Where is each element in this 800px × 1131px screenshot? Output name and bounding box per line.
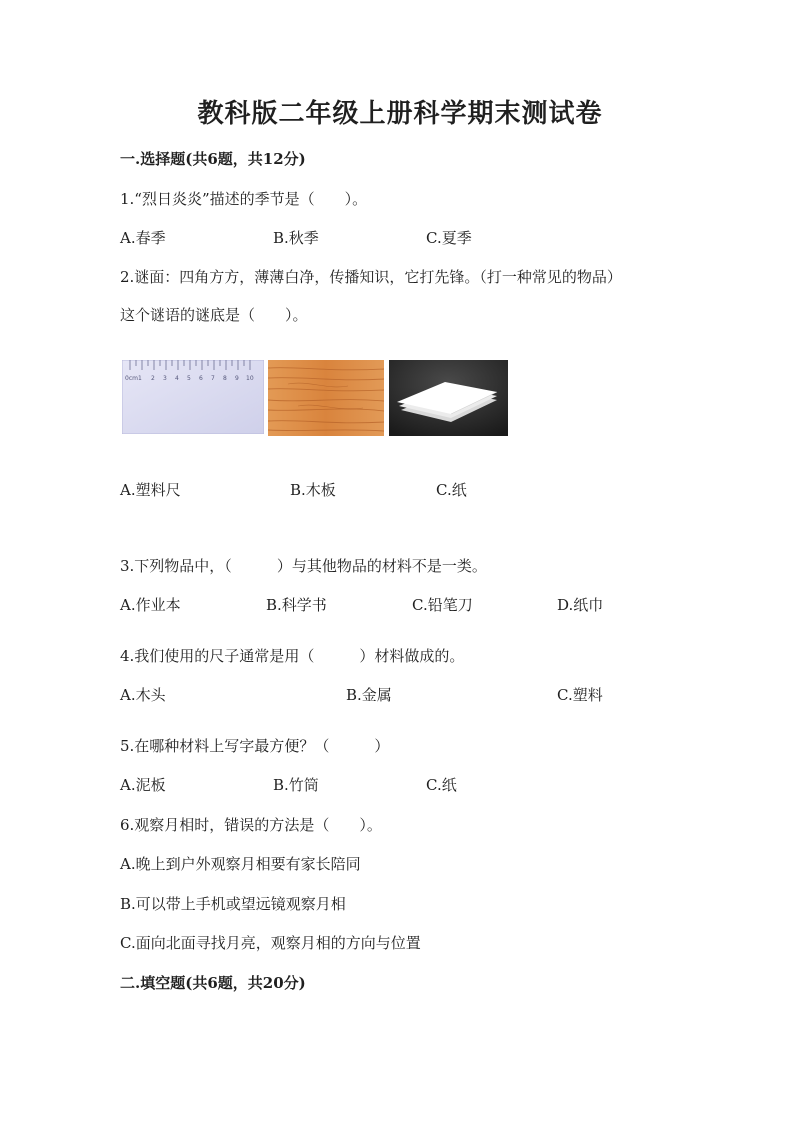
ruler-tick-7: 7 [211, 375, 215, 382]
question-1-option-b: B.秋季 [273, 229, 319, 247]
question-5-stem: 5.在哪种材料上写字最方便？（ ） [120, 737, 390, 755]
wood-board-image [268, 360, 384, 436]
question-3-option-b: B.科学书 [266, 596, 327, 614]
question-2-stem-line2: 这个谜语的谜底是（ ）。 [120, 306, 308, 324]
ruler-tick-0: 0cm1 [125, 375, 142, 382]
paper-image [389, 360, 508, 436]
question-2-stem-line1: 2.谜面：四角方方，薄薄白净，传播知识，它打先锋。（打一种常见的物品） [120, 268, 622, 286]
question-4-option-c: C.塑料 [557, 686, 603, 704]
question-6-stem: 6.观察月相时，错误的方法是（ ）。 [120, 816, 382, 834]
question-2-option-a: A.塑料尺 [120, 481, 181, 499]
ruler-tick-5: 5 [187, 375, 191, 382]
section-heading-choice: 一.选择题(共6题，共12分) [120, 150, 306, 168]
question-6-option-b: B.可以带上手机或望远镜观察月相 [120, 895, 346, 913]
ruler-tick-10: 10 [246, 375, 254, 382]
question-5-option-b: B.竹筒 [273, 776, 319, 794]
question-5-option-c: C.纸 [426, 776, 457, 794]
question-6-option-a: A.晚上到户外观察月相要有家长陪同 [120, 855, 361, 873]
ruler-tick-4: 4 [175, 375, 179, 382]
ruler-tick-3: 3 [163, 375, 167, 382]
question-4-stem: 4.我们使用的尺子通常是用（ ）材料做成的。 [120, 647, 465, 665]
question-4-option-a: A.木头 [120, 686, 166, 704]
question-3-option-c: C.铅笔刀 [412, 596, 473, 614]
question-1-option-c: C.夏季 [426, 229, 472, 247]
question-3-stem: 3.下列物品中，（ ）与其他物品的材料不是一类。 [120, 557, 487, 575]
question-4-option-b: B.金属 [346, 686, 392, 704]
ruler-tick-8: 8 [223, 375, 227, 382]
ruler-tick-2: 2 [151, 375, 155, 382]
question-2-option-c: C.纸 [436, 481, 467, 499]
question-3-option-a: A.作业本 [120, 596, 181, 614]
question-6-option-c: C.面向北面寻找月亮，观察月相的方向与位置 [120, 934, 421, 952]
ruler-image [122, 360, 264, 434]
question-5-option-a: A.泥板 [120, 776, 166, 794]
section-heading-fill-in: 二.填空题(共6题，共20分) [120, 974, 306, 992]
question-1-stem: 1.“烈日炎炎”描述的季节是（ ）。 [120, 190, 368, 208]
ruler-tick-6: 6 [199, 375, 203, 382]
question-1-option-a: A.春季 [120, 229, 166, 247]
question-2-option-b: B.木板 [290, 481, 336, 499]
page-title: 教科版二年级上册科学期末测试卷 [197, 99, 603, 129]
question-3-option-d: D.纸巾 [557, 596, 604, 614]
ruler-tick-9: 9 [235, 375, 239, 382]
